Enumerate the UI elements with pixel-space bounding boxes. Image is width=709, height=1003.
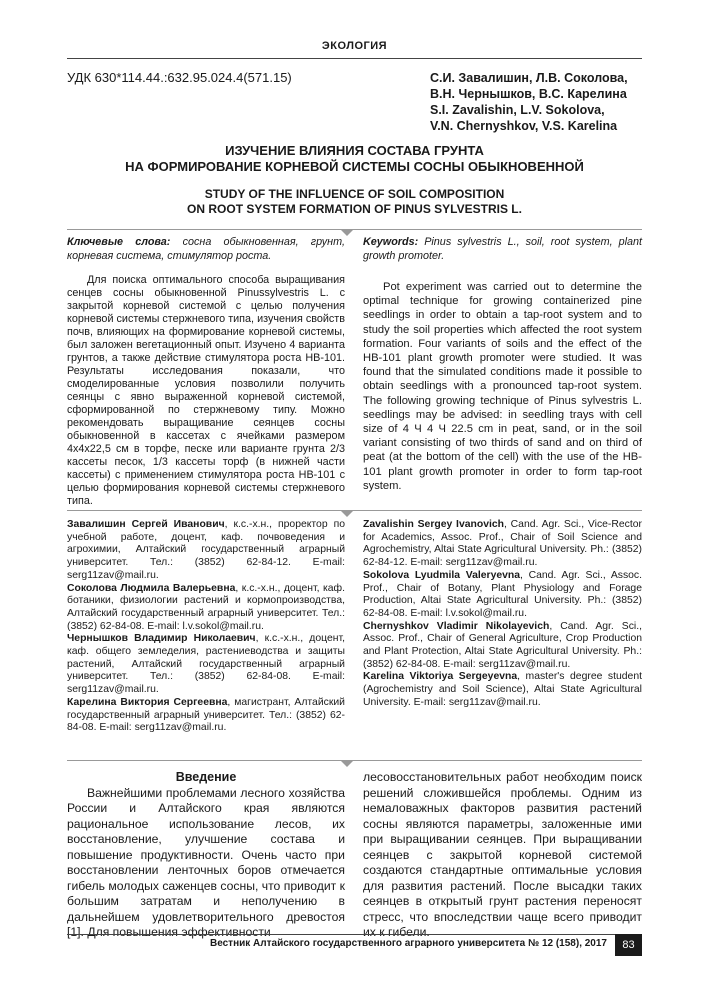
author-info bbox=[363, 671, 642, 709]
keywords-en bbox=[363, 236, 642, 263]
author-name: Карелина Виктория Сергеевна bbox=[67, 696, 228, 708]
author-line: S.I. Zavalishin, L.V. Sokolova, bbox=[430, 103, 605, 117]
author-details: , к.с.-х.н., проректор по учебной работе, доцент, каф. почвоведения и агрохимии, Алтайский государственный аграрный университет. Тел.: (3852) 62-84-12. E-mail: serg11zav@mail.ru. bbox=[67, 519, 345, 581]
author-name: Chernyshkov Vladimir Nikolayevich bbox=[363, 620, 550, 632]
author-line: С.И. Завалишин, Л.В. Соколова, bbox=[430, 71, 628, 85]
author-info bbox=[67, 633, 345, 697]
author-name: Чернышков Владимир Николаевич bbox=[67, 633, 256, 645]
separator-chevron-icon bbox=[340, 510, 354, 517]
author-details: , master's degree student (Agrochemistry and Soil Science), Altai State Agricultural University. E-mail: serg11zav@mail.ru. bbox=[363, 671, 642, 708]
separator-line bbox=[67, 510, 642, 511]
author-name: Karelina Viktoriya Sergeyevna bbox=[363, 671, 518, 683]
keywords-ru bbox=[67, 236, 345, 263]
section-label: ЭКОЛОГИЯ bbox=[321, 40, 388, 52]
separator-chevron-icon bbox=[340, 760, 354, 767]
intro-right bbox=[363, 770, 642, 941]
author-name: Завалишин Сергей Иванович bbox=[67, 519, 225, 530]
author-name: Sokolova Lyudmila Valeryevna bbox=[363, 569, 521, 581]
separator-chevron-icon bbox=[340, 229, 354, 236]
keywords-en-text: Pinus sylvestris L., soil, root system, plant growth promoter. bbox=[363, 236, 643, 262]
author-details: , к.с.-х.н., доцент, каф. ботаники, физиологии растений и кормопроизводства, Алтайский государственный аграрный университет. Тел.: (3852) 62-84-08. E-mail: l.v.sokol@mail.ru. bbox=[67, 582, 345, 632]
author-info bbox=[67, 583, 345, 634]
authors-info-en bbox=[363, 519, 642, 710]
title-ru-line: НА ФОРМИРОВАНИЕ КОРНЕВОЙ СИСТЕМЫ СОСНЫ ОБЫКНОВЕННОЙ bbox=[125, 159, 584, 174]
title-ru bbox=[67, 143, 642, 175]
abstract-ru: Для поиска оптимального способа выращивания сенцев сосны обыкновенной Pinussylvestris L. с закрытой корневой системой с целью получения корневой системы стержневого типа, изучения свойств почв, влияющих на формирование корневой системы, был заложен вегетационный опыт. Изучено 4 варианта грунтов, а также действие стимулятора роста НВ-101. Результаты исследования показали, что смоделированные условия позволили получить сеянцы с явно выраженной корневой системой, сформированной по стержневому типу. Можно рекомендовать выращивание сеянцев сосны обыкновенной в кассетах с ячейками размером 4х4х22,5 см в торфе, песке или варианте грунта 2/3 кассеты песок, 1/3 кассеты торф (в нижней части кассеты) с применением стимулятора роста НВ-101 с целью формирования корневой системы стержневого типа. bbox=[67, 274, 345, 507]
intro-paragraph: лесовосстановительных работ необходим поиск решений сложившейся проблемы. Одним из немаловажных факторов развития растений сосны являются параметры, заложенные ими при выращивании сеянцев. При выращивании сеянцев с закрытой корневой системой создаются стандартные оптимальные условия для развития растений. После высадки таких сеянцев в открытый грунт растения переносят стресс, что впоследствии чаще всего приводит их к гибели. bbox=[363, 770, 642, 939]
author-details: , к.с.-х.н., доцент, каф. общего земледелия, растениеводства и защиты растений, Алтайский государственный аграрный университет. Тел.: (3852) 62-84-08. E-mail: serg11zav@mail.ru. bbox=[67, 633, 345, 696]
title-en-line: STUDY OF THE INFLUENCE OF SOIL COMPOSITION bbox=[204, 187, 505, 201]
author-details: , Cand. Agr. Sci., Assoc. Prof., Chair of Botany, Plant Physiology and Forage Production, Altai State Agricultural University. Ph.: (3852) 62-84-08. E-mail: l.v.sokol@mail.ru. bbox=[363, 569, 642, 619]
abstract-en: Pot experiment was carried out to determine the optimal technique for growing containerized pine seedlings in order to obtain a tap-root system and to study the soil properties which affected the root system formation. Four variants of soils and the effect of the HB-101 plant growth promoter were studied. It was found that the simulated conditions made it possible to obtain seedlings with a pronounced tap-root system. The following growing technique of Pinus sylvestris L. seedlings may be advised: in seedling trays with cell size of 4 Ч 4 Ч 22.5 cm in peat, sand, or in the soil variant consisting of two thirds of sand and on third of peat (at the bottom of the cell) with the use of the HB-101 plant growth promoter in order to form tap-root system. bbox=[363, 281, 642, 492]
author-line: V.N. Chernyshkov, V.S. Karelina bbox=[430, 119, 618, 133]
author-name: Соколова Людмила Валерьевна bbox=[67, 582, 236, 594]
intro-paragraph: Важнейшими проблемами лесного хозяйства России и Алтайского края являются рациональное использование лесов, их восстановление, улучшение состава и повышение продуктивности. Очень часто при восстановлении ленточных боров отмечается гибель молодых саженцев сосны, что приводит к большим затратам и неполучению в дальнейшем удовлетворительного древостоя [1]. Для повышения эффективности bbox=[67, 785, 345, 939]
authors-info-ru bbox=[67, 519, 345, 735]
author-details: , Cand. Agr. Sci., Assoc. Prof., Chair of General Agriculture, Crop Production and Plant Protection, Altai State Agricultural University. Ph.: (3852) 62-84-08. E-mail: serg11zav@mail.ru. bbox=[363, 620, 642, 670]
author-details: , Cand. Agr. Sci., Vice-Rector for Academics, Assoc. Prof., Chair of Soil Science and Agrochemistry, Altai State Agricultural University. Ph.: (3852) 62-84-12. E-mail: serg11zav@mail.ru. bbox=[363, 519, 642, 569]
intro-heading: Введение bbox=[175, 770, 237, 784]
keywords-en-label: Keywords: bbox=[363, 236, 419, 248]
page-number: 83 bbox=[615, 934, 642, 956]
footer-rule bbox=[67, 934, 615, 935]
udk-code: УДК 630*114.44.:632.95.024.4(571.15) bbox=[67, 70, 292, 85]
author-name: Zavalishin Sergey Ivanovich bbox=[363, 519, 504, 530]
intro-left bbox=[67, 770, 345, 941]
title-en bbox=[67, 187, 642, 217]
author-info bbox=[363, 570, 642, 621]
keywords-ru-label: Ключевые слова: bbox=[67, 236, 171, 248]
author-line: В.Н. Чернышков, В.С. Карелина bbox=[430, 87, 627, 101]
author-info bbox=[363, 621, 642, 672]
keywords-ru-text: сосна обыкновенная, грунт, корневая система, стимулятор роста. bbox=[67, 236, 345, 262]
author-info bbox=[67, 519, 345, 583]
author-details: , магистрант, Алтайский государственный аграрный университет. Тел.: (3852) 62-84-08. E-mail: serg11zav@mail.ru. bbox=[67, 696, 345, 734]
author-list bbox=[430, 70, 650, 134]
header-rule bbox=[67, 58, 642, 59]
author-info bbox=[67, 697, 345, 735]
title-en-line: ON ROOT SYSTEM FORMATION OF PINUS SYLVESTRIS L. bbox=[187, 202, 522, 216]
separator-line bbox=[67, 760, 642, 761]
author-info bbox=[363, 519, 642, 570]
title-ru-line: ИЗУЧЕНИЕ ВЛИЯНИЯ СОСТАВА ГРУНТА bbox=[225, 143, 484, 158]
separator-line bbox=[67, 229, 642, 230]
journal-name: Вестник Алтайского государственного аграрного университета № 12 (158), 2017 bbox=[209, 938, 607, 949]
